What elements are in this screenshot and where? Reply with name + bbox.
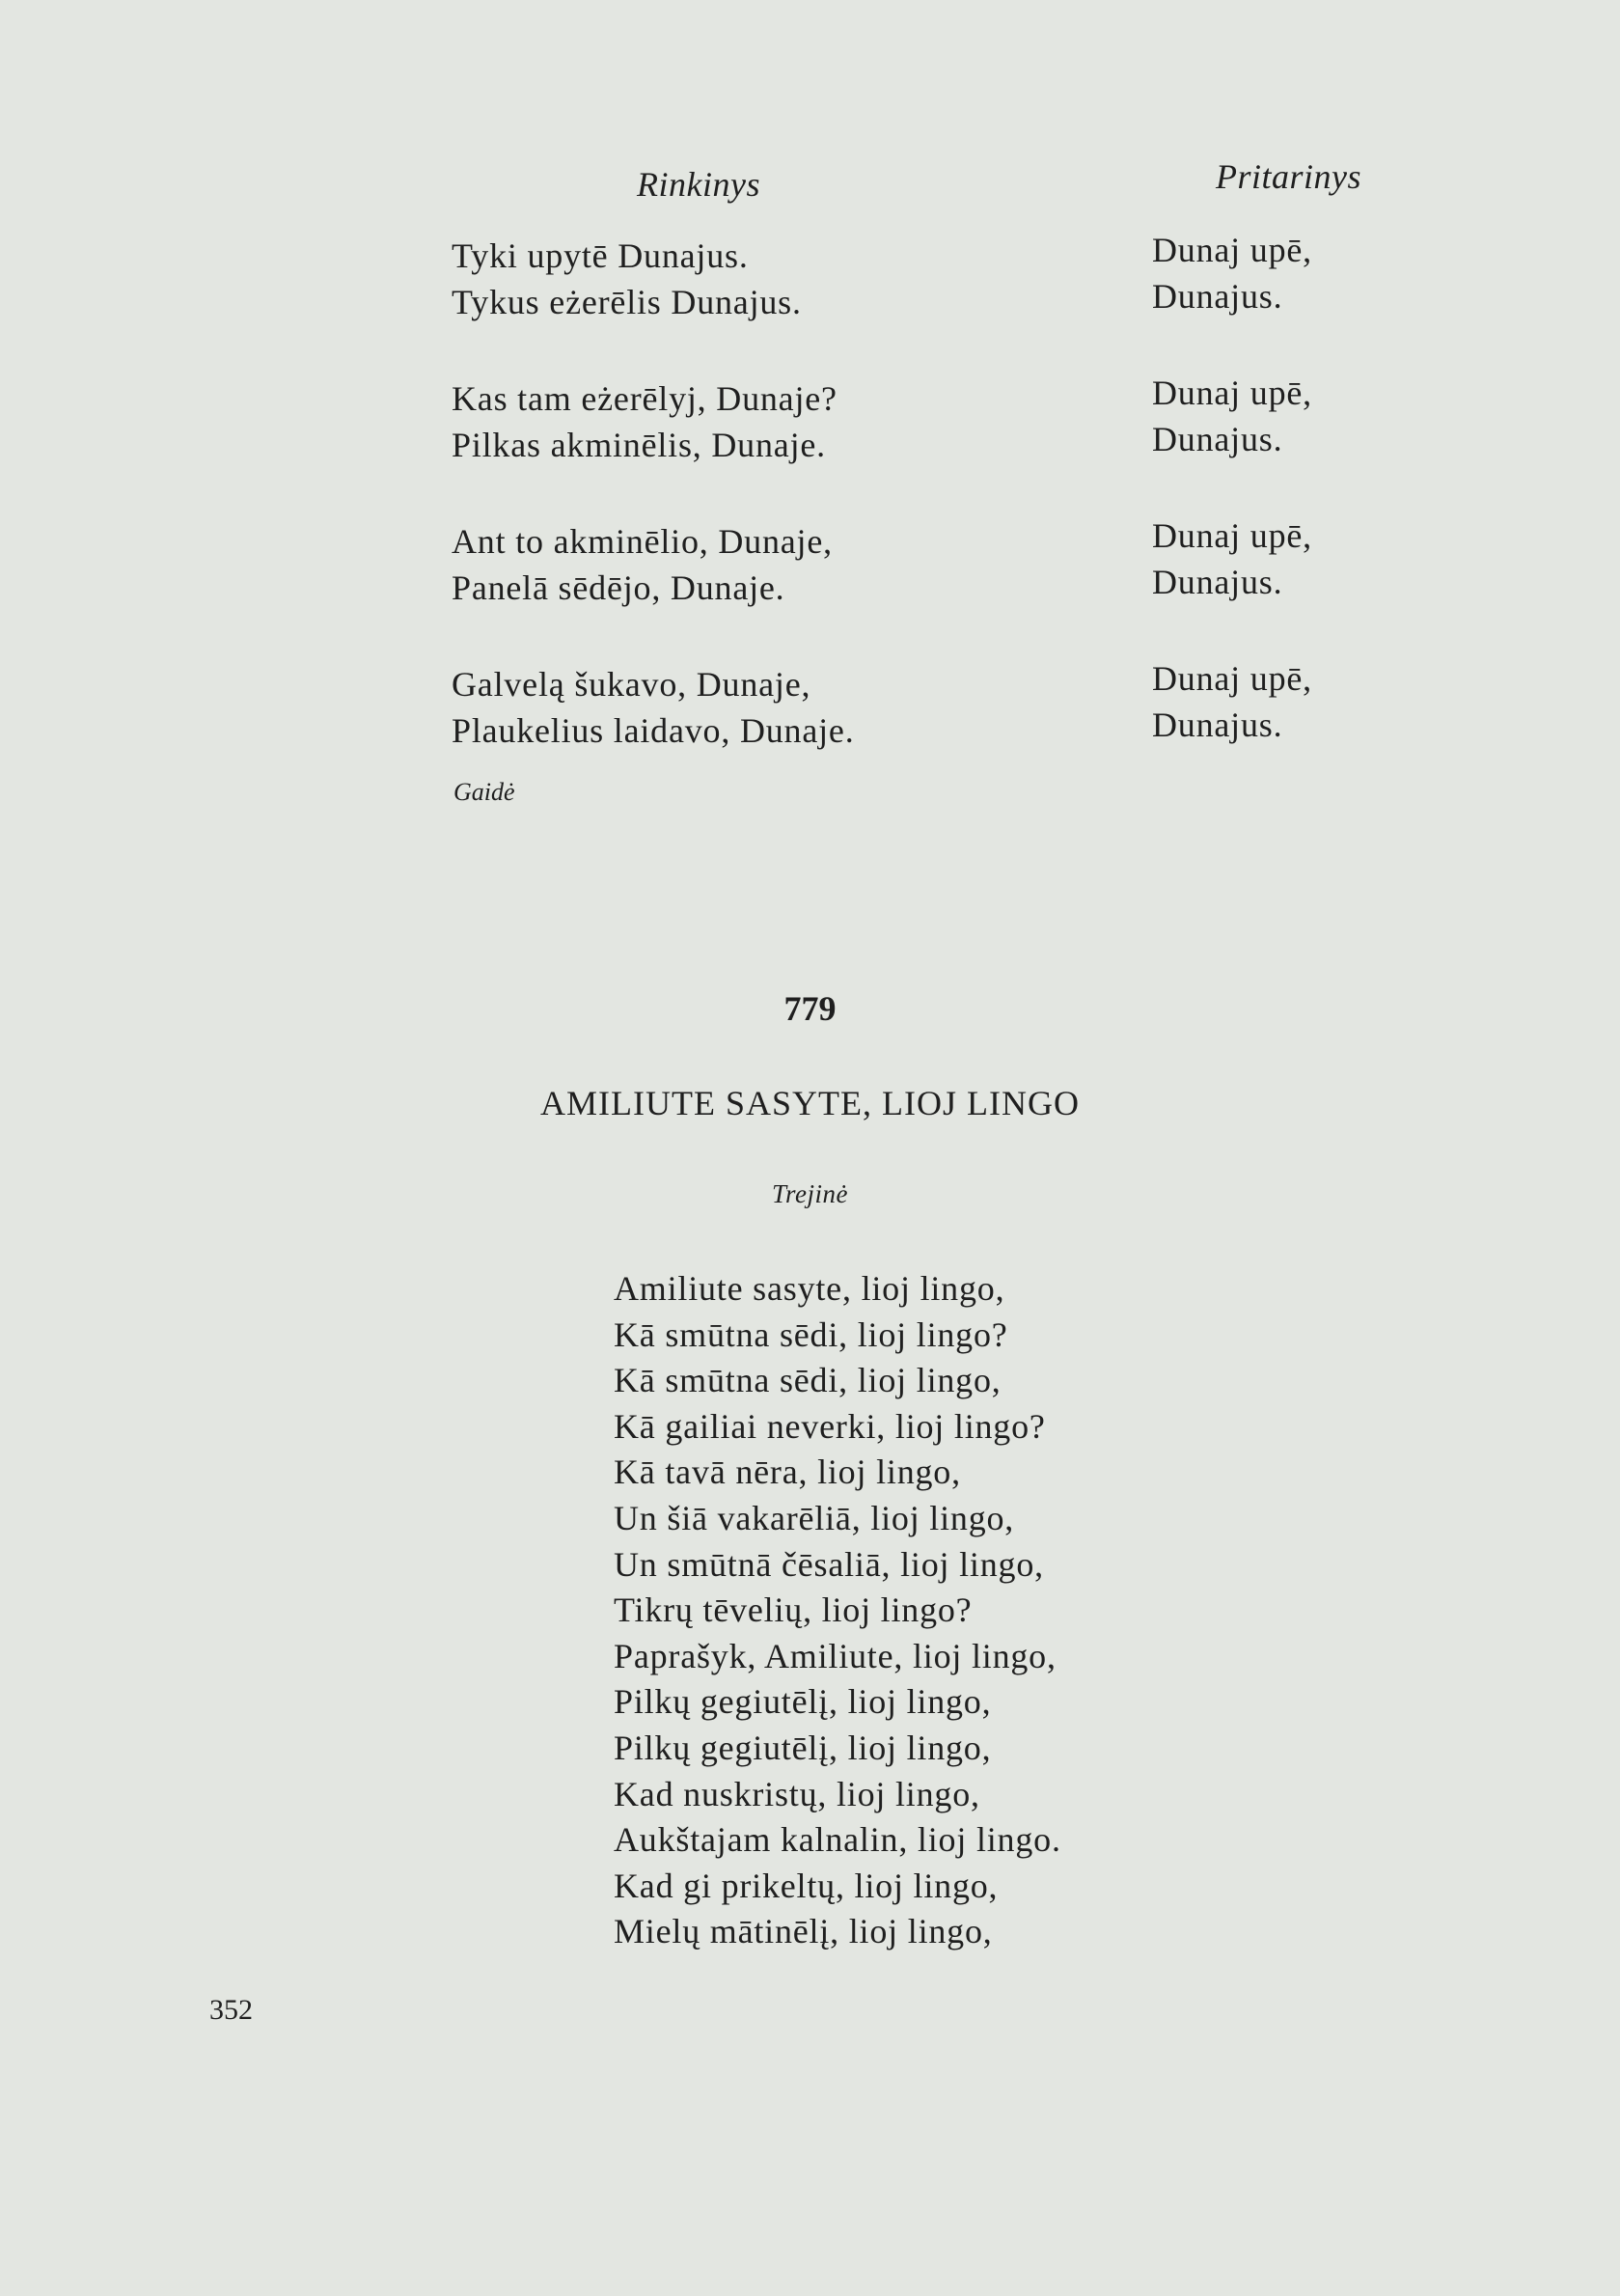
verse-line: Tykus eżerēlis Dunajus.	[452, 283, 802, 321]
verse-line: Ant to akminēlio, Dunaje,	[452, 522, 833, 561]
song-line: Paprašyk, Amiliute, lioj lingo,	[614, 1636, 1057, 1675]
verse-line: Plaukelius laidavo, Dunaje.	[452, 711, 855, 750]
song-line: Kā gailiai neverki, lioj lingo?	[614, 1406, 1046, 1446]
stanza	[0, 373, 1620, 484]
song-title: AMILIUTE SASYTE, LIOJ LINGO	[540, 1084, 1080, 1122]
refrain-line: Dunaj upē,	[1152, 659, 1312, 698]
stanza	[0, 516, 1620, 627]
verse-line: Kas tam eżerēlyj, Dunaje?	[452, 379, 837, 418]
verse-line: Pilkas akminēlis, Dunaje.	[452, 426, 826, 464]
verse-line: Tyki upytē Dunajus.	[452, 236, 749, 275]
stanza	[0, 659, 1620, 770]
refrain-line: Dunajus.	[1152, 277, 1283, 316]
song-verse-list	[614, 1266, 1061, 1955]
song-line: Kā smūtna sēdi, lioj lingo?	[614, 1314, 1008, 1354]
song-line: Un šiā vakarēliā, lioj lingo,	[614, 1498, 1015, 1537]
column-header-rinkinys: Rinkinys	[637, 165, 760, 204]
verse-line: Galvelą šukavo, Dunaje,	[452, 665, 811, 704]
song-line: Tikrų tēvelių, lioj lingo?	[614, 1591, 973, 1630]
song-line: Mielų mātinēlį, lioj lingo,	[614, 1912, 993, 1951]
verse-line: Panelā sēdējo, Dunaje.	[452, 568, 785, 607]
song-line: Kad gi prikeltų, lioj lingo,	[614, 1866, 999, 1905]
song-number: 779	[783, 989, 837, 1028]
refrain-line: Dunajus.	[1152, 705, 1283, 744]
page-number: 352	[209, 1994, 253, 2026]
refrain-line: Dunaj upē,	[1152, 231, 1312, 269]
song-line: Pilkų gegiutēlį, lioj lingo,	[614, 1682, 992, 1722]
refrain-line: Dunaj upē,	[1152, 516, 1312, 555]
song-line: Amiliute sasyte, lioj lingo,	[614, 1269, 1005, 1308]
song-type: Trejinė	[771, 1179, 848, 1208]
melody-label: Gaidė	[453, 778, 515, 806]
refrain-line: Dunajus.	[1152, 563, 1283, 601]
song-line: Aukštajam kalnalin, lioj lingo.	[614, 1820, 1061, 1860]
song-line: Pilkų gegiutēlį, lioj lingo,	[614, 1728, 992, 1767]
song-line: Kā tavā nēra, lioj lingo,	[614, 1452, 961, 1492]
song-line: Un smūtnā čēsaliā, lioj lingo,	[614, 1544, 1044, 1584]
stanza	[0, 231, 1620, 342]
song-line: Kad nuskristų, lioj lingo,	[614, 1774, 980, 1813]
refrain-line: Dunajus.	[1152, 420, 1283, 458]
column-header-pritarinys: Pritarinys	[1216, 157, 1362, 196]
song-line: Kā smūtna sēdi, lioj lingo,	[614, 1361, 1002, 1400]
refrain-line: Dunaj upē,	[1152, 373, 1312, 412]
